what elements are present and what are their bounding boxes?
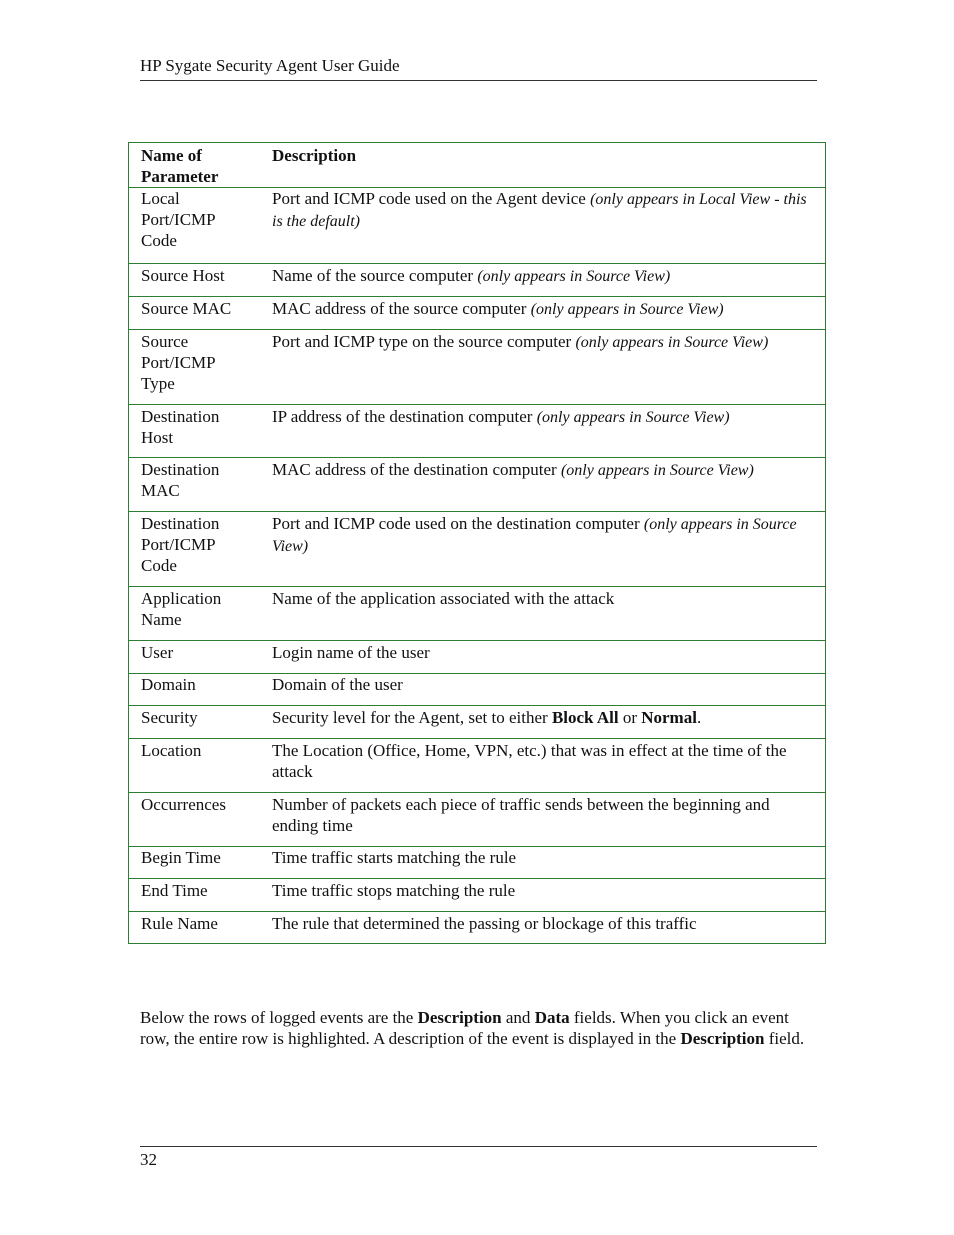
description-note: (only appears in Source View) [560, 462, 754, 479]
param-name: User [141, 643, 174, 662]
param-description: Time traffic starts matching the rule [272, 848, 517, 867]
column-header-name: Name of Parameter [141, 146, 219, 186]
table-row [129, 263, 825, 296]
column-header-description: Description [272, 146, 357, 165]
param-name: End Time [141, 881, 208, 900]
param-description: Time traffic stops matching the rule [272, 881, 516, 900]
page-footer [140, 1146, 817, 1170]
description-note: (only appears in Source View) [530, 301, 724, 318]
description-text: Name of the source computer [272, 266, 478, 285]
param-name: Location [141, 741, 202, 760]
param-description: Number of packets each piece of traffic sends between the beginning and ending time [272, 795, 770, 835]
param-name: Rule Name [141, 914, 218, 933]
description-text: MAC address of the source computer [272, 299, 531, 318]
description-note: (only appears in Source View) [272, 516, 797, 555]
data-term: Data [534, 1008, 570, 1027]
param-name: Occurrences [141, 795, 226, 814]
document-title: HP Sygate Security Agent User Guide [140, 56, 400, 75]
paragraph-text: Below the rows of logged events are the [140, 1008, 418, 1027]
description-text: Port and ICMP code used on the destination computer [272, 514, 644, 533]
param-description [272, 297, 825, 329]
description-text: IP address of the destination computer [272, 407, 537, 426]
description-text: Security level for the Agent, set to either [272, 708, 552, 727]
block-all-term: Block All [551, 708, 619, 727]
param-description [272, 405, 825, 457]
param-name: Begin Time [141, 848, 221, 867]
param-description: Login name of the user [272, 643, 430, 662]
paragraph-text: and [501, 1008, 535, 1027]
parameter-table [128, 142, 826, 944]
table-row [129, 329, 825, 404]
body-paragraph [140, 1007, 816, 1049]
table-row [129, 457, 825, 511]
description-note: (only appears in Local View - this is the default) [272, 191, 807, 230]
table-row [129, 404, 825, 457]
description-text: . [696, 708, 702, 727]
table-row [129, 586, 825, 640]
table-row [129, 705, 825, 738]
param-name: Source Port/ICMP Type [141, 332, 216, 393]
description-text: Port and ICMP code used on the Agent device [272, 189, 591, 208]
param-description [272, 188, 825, 263]
param-description: Name of the application associated with the attack [272, 589, 615, 608]
table-row [129, 878, 825, 911]
table-row [129, 738, 825, 792]
normal-term: Normal [641, 708, 697, 727]
param-name: Destination Host [141, 407, 220, 447]
param-description [272, 512, 825, 586]
param-description: The rule that determined the passing or blockage of this traffic [272, 914, 697, 933]
param-name: Local Port/ICMP Code [141, 189, 216, 250]
page-number: 32 [140, 1150, 157, 1169]
description-term: Description [680, 1029, 765, 1048]
param-description [272, 706, 825, 738]
param-description [272, 264, 825, 296]
description-note: (only appears in Source View) [536, 409, 730, 426]
table-header-row [129, 143, 825, 188]
param-description [272, 458, 825, 511]
table-row [129, 673, 825, 705]
param-description [272, 330, 825, 404]
paragraph-text: field. [764, 1029, 805, 1048]
paragraph-text: fields. When you click an event row, the entire row is highlighted. A description of the event is displayed in the [140, 1008, 789, 1048]
table-row [129, 911, 825, 943]
param-name: Source MAC [141, 299, 232, 318]
table-row [129, 511, 825, 586]
param-name: Security [141, 708, 198, 727]
description-note: (only appears in Source View) [477, 268, 671, 285]
table-row [129, 188, 825, 263]
description-note: (only appears in Source View) [575, 334, 769, 351]
param-name: Application Name [141, 589, 222, 629]
description-text: MAC address of the destination computer [272, 460, 561, 479]
param-name: Domain [141, 675, 196, 694]
param-name: Source Host [141, 266, 225, 285]
table-row [129, 792, 825, 846]
description-text: or [618, 708, 642, 727]
description-term: Description [417, 1008, 502, 1027]
param-name: Destination Port/ICMP Code [141, 514, 220, 575]
param-description: Domain of the user [272, 675, 403, 694]
param-name: Destination MAC [141, 460, 220, 500]
table-row [129, 640, 825, 673]
table-row [129, 296, 825, 329]
description-text: Port and ICMP type on the source computer [272, 332, 576, 351]
table-row [129, 846, 825, 878]
page-header [140, 56, 817, 81]
param-description: The Location (Office, Home, VPN, etc.) that was in effect at the time of the attack [272, 741, 787, 781]
